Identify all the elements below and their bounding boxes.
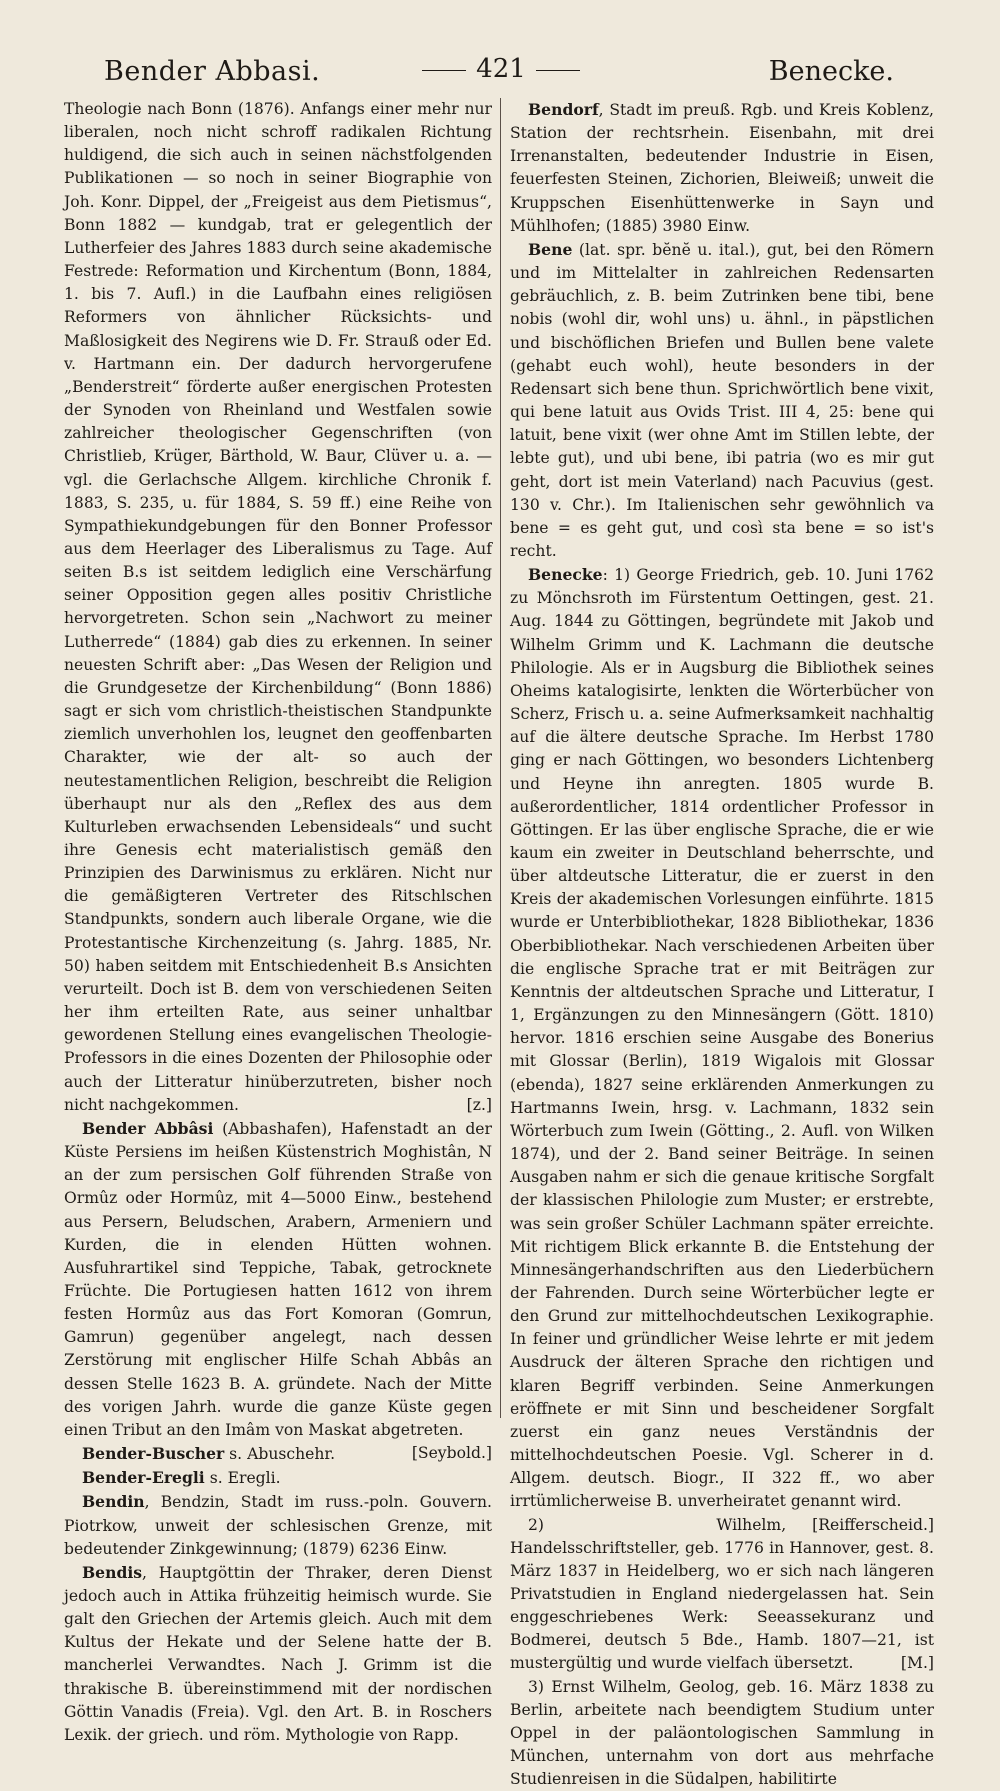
running-head-left: Bender Abbasi. (104, 56, 321, 87)
entry-text: 2) Wilhelm, Handelsschriftsteller, geb. 1776 in Hannover, gest. 8. März 1837 in Heidelberg, wo er sich nach längeren Privatstudien in England niedergelassen hat. Sein enggeschriebenes Werk: Seeassekuranz und Bodmerei, deutsch 5 Bde., Hamb. 1807—21, ist mustergültig und wurde vielfach übersetzt. (510, 1515, 934, 1673)
entry-lemma: Bendorf (528, 100, 599, 119)
running-head-right: Benecke. (768, 56, 894, 87)
entry-text: : 1) George Friedrich, geb. 10. Juni 1762 zu Mönchsroth im Fürstentum Oettingen, gest. 21. Aug. 1844 zu Göttingen, begründete mit Jakob und Wilhelm Grimm und K. Lachmann die deutsche Philologie. Als er in Augsburg die Bibliothek seines Oheims katalogisirte, lenkten die Wörterbücher von Scherz, Frisch u. a. seine Aufmerksamkeit nachhaltig auf die ältere deutsche Sprache. Im Herbst 1780 ging er nach Göttingen, wo besonders Lichtenberg und Heyne ihn anregten. 1805 wurde B. außerordentlicher, 1814 ordentlicher Professor in Göttingen. Er las über englische Sprache, die er wie kaum ein zweiter in Deutschland beherrschte, und über altdeutsche Litteratur, die er zuerst in den Kreis der akademischen Vorlesungen einführte. 1815 wurde er Unterbibliothekar, 1828 Bibliothekar, 1836 Oberbibliothekar. Nach verschiedenen Arbeiten über die englische Sprache trat er mit Beiträgen zur Kenntnis der altdeutschen Sprache und Litteratur, I 1, Ergänzungen zu den Minnesängern (Gött. 1810) hervor. 1816 erschien seine Ausgabe des Bonerius mit Glossar (Berlin), 1819 Wigalois mit Glossar (ebenda), 1827 seine erklärenden Anmerkungen zu Hartmanns Iwein, hrsg. v. Lachmann, 1832 sein Wörterbuch zum Iwein (Götting., 2. Aufl. von Wilken 1874), und der 2. Band seiner Beiträge. In seinen Ausgaben nahm er sich die genaue kritische Sorgfalt der klassischen Philologie zum Muster; er erstrebte, was sein großer Schüler Lachmann später erreichte. Mit richtigem Blick erkannte B. die Entstehung der Minnesängerhandschriften aus den Liederbüchern der Fahrenden. Durch seine Wörterbücher legte er den Grund zur mittelhochdeutschen Lexikographie. In feiner und gründlicher Weise lehrte er mit jedem Ausdruck der älteren Sprache den richtigen und klaren Begriff verbinden. Seine Anmerkungen eröffnete er mit Sinn und bescheidener Sorgfalt zuerst ein ganz neues Verständnis der mittelhochdeutschen Poesie. Vgl. Scherer in d. Allgem. deutsch. Biogr., II 322 ff., wo aber irrtümlicherweise B. unverheiratet genannt wird. (510, 566, 934, 1511)
entry-text: Theologie nach Bonn (1876). Anfangs einer mehr nur liberalen, noch nicht schroff radikalen Richtung huldigend, die sich auch in seinen nächstfolgenden Publikationen — so noch in seiner Biographie von Joh. Konr. Dippel, der „Freigeist aus dem Pietismus“, Bonn 1882 — kundgab, trat er gelegentlich der Lutherfeier des Jahres 1883 durch seine akademische Festrede: Reformation und Kirchentum (Bonn, 1884, 1. bis 7. Aufl.) in die Laufbahn eines religiösen Reformers von ähnlicher Rücksichts- und Maßlosigkeit des Negirens wie D. Fr. Strauß oder Ed. v. Hartmann ein. Der dadurch hervorgerufene „Benderstreit“ förderte außer energischen Protesten der Synoden von Rheinland und Westfalen sowie zahlreicher theologischer Gegenschriften (von Christlieb, Krüger, Bärthold, W. Baur, Clüver u. a. — vgl. die Gerlachsche Allgem. kirchliche Chronik f. 1883, S. 235, u. für 1884, S. 59 ff.) eine Reihe von Sympathiekundgebungen für den Bonner Professor aus dem Heerlager des Liberalismus zu Tage. Auf seiten B.s ist seitdem lediglich eine Verschärfung seiner Opposition gegen alles positiv Christliche hervorgetreten. Schon sein „Nachwort zu meiner Lutherrede“ (1884) gab dies zu erkennen. In seiner neuesten Schrift aber: „Das Wesen der Religion und die Grundgesetze der Kirchenbildung“ (Bonn 1886) sagt er sich vom christlich-theistischen Standpunkte ziemlich unverhohlen los, leugnet den geoffenbarten Charakter, wie der alt- so auch der neutestamentlichen Religion, beschreibt die Religion überhaupt nur als den „Reflex des aus dem Kulturleben erwachsenden Lebensideals“ und sucht ihre Genesis echt materialistisch gemäß den Prinzipien des Darwinismus zu erklären. Nicht nur die gemäßigteren Vertreter des Ritschlschen Standpunkts, sondern auch liberale Organe, wie die Protestantische Kirchenzeitung (s. Jahrg. 1885, Nr. 50) haben seitdem mit Entschiedenheit B.s Ansichten verurteilt. Doch ist B. dem von verschiedenen Seiten her ihm erteilten Rate, aus seiner unhaltbar gewordenen Stellung eines evangelischen Theologie-Professors in die eines Dozenten der Philosophie oder auch der Litteratur hinüberzutreten, bisher noch nicht nachgekommen. (64, 100, 492, 1114)
page-number: 421 (476, 54, 526, 84)
entry-text: , Stadt im preuß. Rgb. und Kreis Koblenz, Station der rechtsrhein. Eisenbahn, mit drei Irrenanstalten, bedeutender Industrie in Eisen, feuerfesten Steinen, Zichorien, Bleiweiß; unweit die Kruppschen Eisenhüttenwerke in Sayn und Mühlhofen; (1885) 3980 Einw. (510, 101, 934, 235)
entry-lemma: Benecke (528, 565, 603, 585)
entry-text: 3) Ernst Wilhelm, Geolog, geb. 16. März 1838 zu Berlin, arbeitete nach beendigtem Studium unter Oppel in der paläontologischen Sammlung in München, unternahm von dort aus mehrfache Studienreisen in die Südalpen, habilitirte (510, 1677, 934, 1789)
entry-lemma: Bendin (82, 1492, 145, 1512)
author-signature: [M.] (900, 1654, 934, 1673)
dash-left (422, 70, 466, 71)
entry-bendis (64, 1561, 492, 1747)
dash-right (536, 70, 580, 71)
entry-lemma: Bendis (82, 1562, 143, 1582)
right-column (510, 98, 934, 1791)
entry-text: (Abbashafen), Hafenstadt an der Küste Persiens im heißen Küstenstrich Moghistân, N an der zum persischen Golf führenden Straße von Ormûz oder Hormûz, mit 4—5000 Einw., bestehend aus Persern, Beludschen, Arabern, Armeniern und Kurden, die in elenden Hütten wohnen. Ausfuhrartikel sind Teppiche, Tabak, getrocknete Früchte. Die Portugiesen hatten 1612 von ihrem festen Hormûz aus das Fort Komoran (Gomrun, Gamrun) gegenüber angelegt, nach dessen Zerstörung mit englischer Hilfe Schah Abbâs an dessen Stelle 1623 B. A. gründete. Nach der Mitte des vorigen Jahrh. wurde die ganze Küste gegen einen Tribut an den Imâm von Maskat abgetreten. (64, 1119, 492, 1439)
entry-bendin (64, 1490, 492, 1560)
author-signature: [Seybold.] (411, 1444, 492, 1463)
author-signature: [Reifferscheid.] (812, 1515, 934, 1534)
entry-text: s. Abuschehr. (224, 1445, 336, 1464)
entry-text: s. Eregli. (204, 1469, 281, 1488)
entry-benecke-ernst-wilhelm (510, 1676, 934, 1791)
entry-continuation (64, 98, 492, 1117)
page-header (0, 50, 1000, 100)
entry-text: (lat. spr. bĕnĕ u. ital.), gut, bei den Römern und im Mittelalter in zahlreichen Redensarten gebräuchlich, z. B. beim Zutrinken bene tibi, bene nobis (wohl dir, wohl uns) u. ähnl., in päpstlichen und bischöflichen Briefen und Bullen bene valete (gehabt euch wohl), heute besonders in der Redensart sich bene thun. Sprichwörtlich bene vixit, qui bene latuit aus Ovids Trist. III 4, 25: bene qui latuit, bene vixit (wer ohne Amt im Stillen lebte, der lebte gut), und ubi bene, ibi patria (wo es mir gut geht, dort ist mein Vaterland) nach Pacuvius (gest. 130 v. Chr.). Im Italienischen sehr gewöhnlich va bene = es geht gut, und così sta bene = so ist's recht. (510, 240, 934, 560)
entry-bender-eregli (64, 1466, 492, 1490)
entry-lemma: Bender-Eregli (82, 1468, 205, 1488)
author-signature: [z.] (466, 1095, 492, 1114)
left-column (64, 98, 492, 1747)
entry-text: , Hauptgöttin der Thraker, deren Dienst jedoch auch in Attika frühzeitig heimisch wurde. Sie galt den Griechen der Artemis gleich. Auch mit dem Kultus der Hekate und der Selene hatte der B. mancherlei Verwandtes. Nach J. Grimm ist die thrakische B. übereinstimmend mit der nordischen Göttin Vanadis (Freia). Vgl. den Art. B. in Roschers Lexik. der griech. und röm. Mythologie von Rapp. (64, 1563, 492, 1744)
page-number-block (412, 54, 590, 84)
entry-lemma: Bender-Buscher (82, 1444, 225, 1464)
column-rule (500, 98, 501, 1418)
entry-bene (510, 238, 934, 563)
entry-lemma: Bene (528, 239, 573, 259)
entry-bendorf (510, 98, 934, 238)
entry-benecke-wilhelm (510, 1514, 934, 1676)
entry-text: , Bendzin, Stadt im russ.-poln. Gouvern. Piotrkow, unweit der schlesischen Grenze, mit bedeutender Zinkgewinnung; (1879) 6236 Einw. (64, 1493, 492, 1558)
entry-lemma: Bender Abbâsi (82, 1118, 214, 1138)
entry-benecke (510, 563, 934, 1534)
